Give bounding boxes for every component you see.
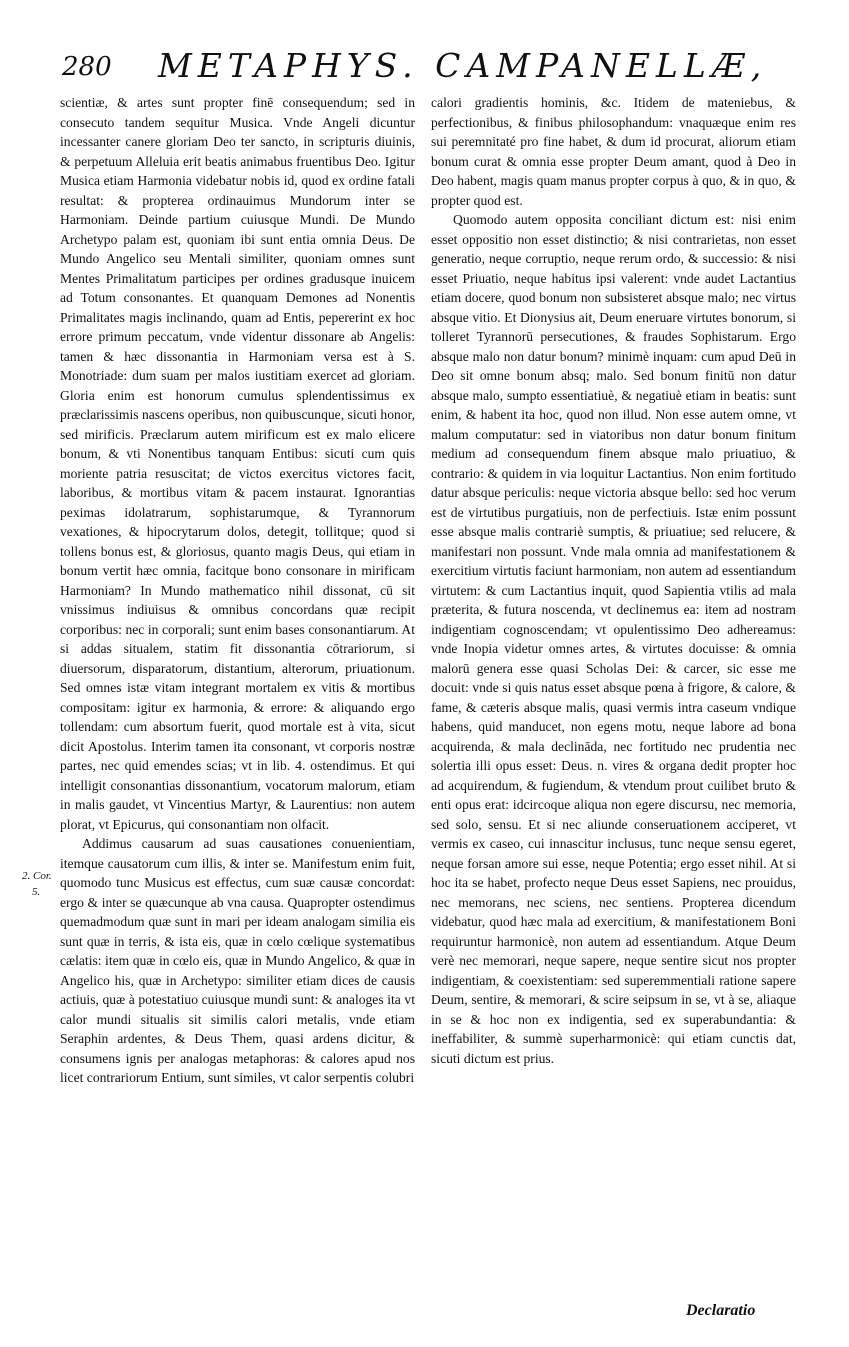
paragraph: calori gradientis hominis, &c. Itidem de mateniebus, & perfectionibus, & finibus philosophandum: vnaquæque enim res sui peremnitaté pro fine habet, & dum id procurat, aliorum etiam bonum curat & omnia esse propter Deum amant, quod à Deo in Deo habent, magis quam manus propter corpus à quo, & in quo, & propter quod est. — [431, 95, 796, 208]
margin-note — [22, 868, 52, 900]
margin-note-line: 2. Cor. — [22, 870, 52, 882]
page-number: 280 — [62, 52, 112, 82]
right-column — [431, 93, 796, 1068]
paragraph: scientiæ, & artes sunt propter finē consequendum; sed in consecuto tandem sequitur Musica. Vnde Angeli dicuntur incessanter canere gloriam Deo ter sancto, in scripturis diuinis, & perpetuum Alleluia erit beatis animabus fruentibus Deo. Igitur Musica etiam Harmonia videbatur nobis id, quod ex ordine fatali resultat: & propterea ordinauimus Mundorum inter se Harmoniam. Deinde partium cuiusque Mundi. De Mundo Archetypo palam est, quoniam ibi sunt entia omnia Deus. De Mundo Angelico seu Mentali similiter, quoniam omnes sunt Mentes Primalitatum participes per ordines gradusque inuicem ad Totum consonantes. Et quanquam Demones ad Nonentis Primalitates magis inclinando, quam ad Entis, pepererint ex hoc errore primum peccatum, vnde videntur dissonare ab Angelis: tamen & hæc dissonantia in Harmoniam versa est à S. Monotriade: dum suam per malos iustitiam exercet ad gloriam. Gloria enim est honorum cumulus splendentissimus ex præclarissimis nascens operibus, non quibuscunque, sicuti honor, sed mirificis. Præclarum autem mirificum est ex malo elicere bonum, & vti Nonentibus tanquam Entibus: sicuti cum quis moriente patria resuscitat; de victos exercitus victores facit, laboribus, & mortibus vitam & pacem instaurat. Ignorantias peximas idolatrarum, sophistarumque, & Tyrannorum vexationes, & hipocrytarum dolos, detegit, tollitque; quod si tollens bonus est, & gloriosus, quanto magis Deus, qui etiam in bonum vertit hæc omnia, facitque bono consonare in mirificam Harmoniam? In Mundo mathematico nihil dissonat, cū sit vnissimus indiuisus & omnibus concordans quæ recipit corporibus: nec in corporali; sunt enim bases consonantiarum. At si addas situalem, statim fit dissonantia cōtrariorum, si diuersorum, disparatorum, distantium, alterorum, priuationum. Sed omnes istæ vitam integrant mortalem ex vitis & mortibus compositam: igitur ex harmonia, & errore: & aliquando ergo tollendam: cum absortum fuerit, quod mortale est à vita, sicut dicit Apostolus. Interim tamen ita consonant, vt corporis nostræ partes, nec quid emendes scias; vt in lib. 4. ostendimus. Et qui intelligit consonantias dissonantium, vocatorum malorum, etiam in malis gaudet, vt Vincentius Martyr, & Laurentius: non autem plorat, vt Epicurus, qui consonantiam non olfacit. — [60, 95, 415, 832]
left-column — [60, 93, 415, 1088]
page-header — [62, 44, 822, 90]
catchword: Declaratio — [686, 1302, 756, 1319]
running-title: METAPHYS. CAMPANELLÆ, — [158, 46, 768, 85]
paragraph: Addimus causarum ad suas causationes conuenientiam, itemque causatorum cum illis, & inter se. Manifestum enim fuit, quomodo tunc Musicus est effectus, cum suæ causæ concordat: ergo & inter se quæcunque ab vna causa. Quapropter ostendimus quemadmodum quæ sunt in mari per ideam analogam similia eis sunt quæ in terris, & ista eis, quæ in cœlo cœlique systematibus cælatis: item quæ in cœlo eis, quæ in Mundo Angelico, & quæ in Angelico his, quæ in Archetypo: similiter etiam dices de causis actiuis, quæ à potestatiuo cuiusque mundi sunt: & analoges ita vt calor mundi situalis sit similis calori metalis, vnde etiam Seraphin ardentes, & Deus Them, quasi ardens dicitur, & consumens ignis per analogas metaphoras: & calores apud nos licet contrariorum Entium, sunt similes, vt calor serpentis colubri — [60, 836, 415, 1085]
paragraph: Quomodo autem opposita conciliant dictum est: nisi enim esset oppositio non esset distinctio; & nisi contrarietas, non esset generatio, neque corruptio, neque rerum ordo, & successio: & nisi esset Priuatio, neque habitus ipsi valerent: vnde audet Lactantius etiam docere, quod bonum non subsisteret absque malo; nec virtus absque vitio. Et Dionysius ait, Deum eneruare virtutes bonorum, si tolleret Tyrannorū persecutiones, & fraudes Sophistarum. Ergo absque malo non datur bonum? minimè inquam: cum apud Deū in Deo sit omne bonum absq; malo. Sed bonum finitū non datur absque malo, sumpto essentiatiuè, & negatiuè etiam in beatis: sunt enim, & habent ita hoc, quod non illud. Non esse autem omne, vt malum computatur: sed in viatoribus non datur bonum finitum medium ad consequendum finem absque malo priuatiuo, & contrario: & quidem in via loquitur Lactantius. Non enim fortitudo datur absque periculis: neque victoria absque bello: sed hoc verum est de virtutibus purgatiuis, non de perfectiuis. Istæ enim possunt esse absque malis contrariè sumptis, & priuatiue; sed relucere, & manifestari non possunt. Vnde mala omnia ad manifestationem & exercitium virtutis faciunt harmoniam, non autem ad essentiandum virtutem: & cum Lactantius inquit, quod Sapientia vtilis ad mala præterita, & futura noscenda, vt declinemus ea: item ad nostram indigentiam cognoscendam; vt opulentissimo Deo adhereamus: vnde Inopia videtur omnes artes, & virtutes docuisse: & omnia malorū genera esse quasi Scholas Dei: & carcer, sic esse me docuit: vnde si quis natus esset absque pœna à frigore, & calore, & fame, & cæteris absque malis, quasi vermis intra caseum vndique habens, quid manducet, non egens motu, neque labore ad bona acquirenda, & mala declināda, nec fortitudo nec prudentia nec solertia illi opus esset: Deus. n. vires & organa dedit propter hoc ad acquirendum, & fugiendum, & vtendum prout cuilibet bruto & enti opus erat: idcircoque aliqua non egere discursu, nec memoria, sed solo, sensu. Et si nec aliunde conseruationem acciperet, vt vermis ex caseo, cui innascitur inclusus, tunc neque sensu egeret, neque forsan amore sui esse, neque Potentia; ergo esset nihil. At si hoc ita se habet, profecto neque Deus esset Sapiens, nec prouidus, nec memorans, nec sciens, nec sentiens. Propterea dicendum videbatur, quod hæc mala ad exercitium, & manifestationem Boni requiruntur harmonicè, non autem ad essentiandum. Atque Deum verè nec memorari, neque sapere, neque sentire sicut nos propter indigentiam, & coexistentiam: sed superemmentiali ratione sapere Deum, sentire, & memorari, & scire seipsum in se, vt à se, aliaque in se & hoc non ex indigentia, sed ex superabundantia: & ineffabiliter, & summè superharmonicè: qui etiam cunctis dat, sicuti dictum est prius. — [431, 212, 796, 1066]
margin-note-line: 5. — [32, 886, 41, 898]
